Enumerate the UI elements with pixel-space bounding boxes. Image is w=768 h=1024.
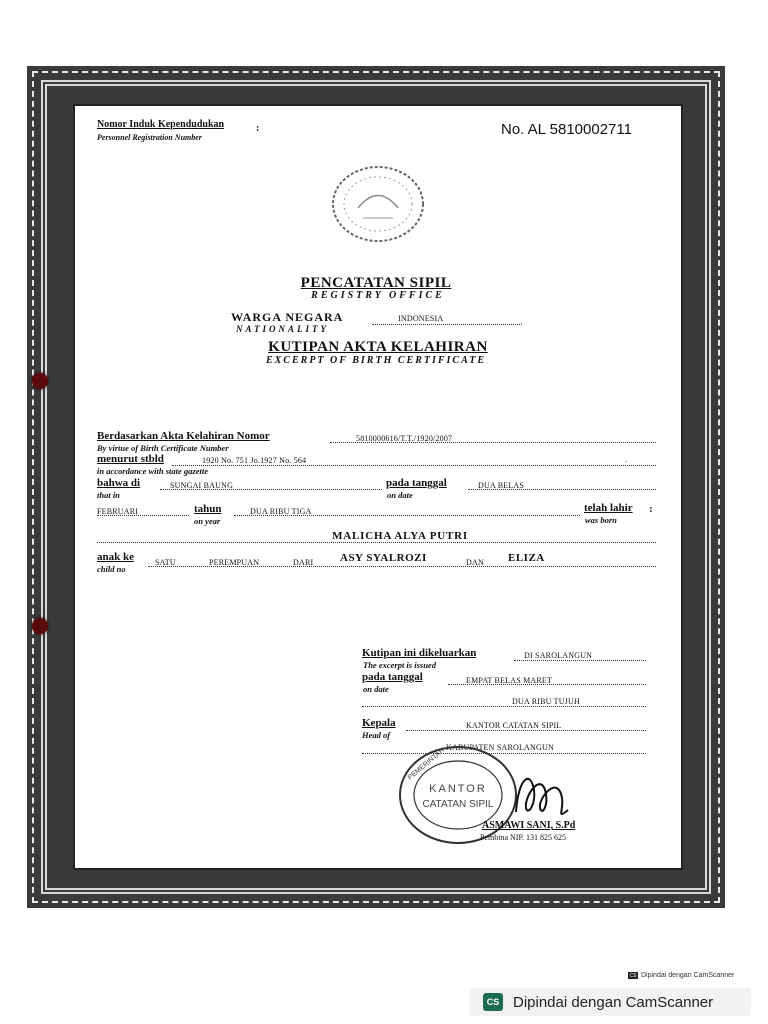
issue-date-sublabel: on date (363, 684, 389, 694)
born-colon: : (649, 503, 653, 515)
and-word: DAN (466, 558, 484, 567)
place-sublabel: that in (97, 490, 120, 500)
based-sublabel: By virtue of Birth Certificate Number (97, 443, 229, 453)
issue-date-label: pada tanggal (362, 671, 423, 683)
issued-sublabel: The excerpt is issued (363, 660, 436, 670)
excerpt-title: KUTIPAN AKTA KELAHIRAN (268, 339, 488, 355)
camscanner-mini-icon: CS (629, 972, 637, 979)
nationality-label: WARGA NEGARA (231, 310, 344, 324)
stamp-top-text: PEMERINTAH (406, 747, 447, 782)
mother-name: ELIZA (508, 552, 545, 564)
signer-name: ASMAWI SANI, S.Pd (482, 820, 576, 831)
place-value: SUNGAI BAUNG (170, 481, 234, 490)
child-order-sublabel: child no (97, 564, 126, 574)
registry-subtitle: REGISTRY OFFICE (311, 290, 445, 301)
head-value-2: KABUPATEN SAROLANGUN (446, 743, 554, 752)
child-gender-value: PEREMPUAN (209, 558, 260, 567)
punch-hole-bottom (32, 618, 48, 634)
stamp-text-1: KANTOR (429, 783, 487, 795)
punch-hole-top (32, 373, 48, 389)
child-order-value: SATU (155, 558, 176, 567)
seal-emblem-icon (328, 163, 428, 245)
camscanner-icon: CS (483, 993, 503, 1011)
excerpt-subtitle: EXCERPT OF BIRTH CERTIFICATE (265, 355, 487, 366)
stbld-end: . (625, 455, 628, 464)
signer-nip: Pembina NIP. 131 825 625 (480, 833, 566, 842)
stamp-text-2: CATATAN SIPIL (422, 799, 494, 810)
nationality-sublabel: NATIONALITY (236, 324, 330, 334)
year-sublabel: on year (194, 516, 221, 526)
camscanner-text: Dipindai dengan CamScanner (513, 993, 714, 1011)
birth-month-value: FEBRUARI (97, 507, 139, 516)
nik-label: Nomor Induk Kependudukan (97, 119, 225, 130)
birth-year-value: DUA RIBU TIGA (250, 507, 312, 516)
year-label: tahun (194, 503, 222, 515)
birth-date-label: pada tanggal (386, 477, 447, 489)
child-name: MALICHA ALYA PUTRI (332, 530, 468, 542)
head-sublabel: Head of (362, 730, 391, 740)
place-label: bahwa di (97, 477, 141, 489)
nik-sublabel: Personnel Registration Number (97, 133, 202, 142)
stbld-label: menurut stbld (97, 453, 164, 465)
born-sublabel: was born (585, 515, 617, 525)
issued-label: Kutipan ini dikeluarkan (362, 647, 477, 659)
issued-value: DI SAROLANGUN (524, 651, 593, 660)
nik-colon: : (256, 123, 260, 134)
registry-title: PENCATATAN SIPIL (300, 275, 452, 291)
signature-icon (508, 760, 578, 826)
based-label: Berdasarkan Akta Kelahiran Nomor (97, 430, 270, 442)
issue-date-value-2: DUA RIBU TUJUH (512, 697, 580, 706)
based-value: 5810000616/T.T./1920/2007 (356, 434, 453, 443)
camscanner-badge (469, 988, 751, 1016)
head-value-1: KANTOR CATATAN SIPIL (466, 721, 562, 730)
father-name: ASY SYALROZI (340, 552, 427, 564)
birth-date-sublabel: on date (387, 490, 413, 500)
certificate-number: No. AL 5810002711 (501, 121, 632, 138)
stbld-value: 1920 No. 751 Jo.1927 No. 564 (202, 456, 307, 465)
camscanner-small-label: CS Dipindai dengan CamScanner (629, 972, 735, 979)
head-label: Kepala (362, 717, 396, 729)
issue-date-value-1: EMPAT BELAS MARET (466, 676, 553, 685)
born-label: telah lahir (584, 502, 633, 514)
child-order-label: anak ke (97, 551, 134, 563)
birth-date-value: DUA BELAS (478, 481, 525, 490)
nationality-value: INDONESIA (398, 314, 444, 323)
stbld-sublabel: in accordance with state gazette (97, 466, 208, 476)
from-word: DARI (293, 558, 314, 567)
